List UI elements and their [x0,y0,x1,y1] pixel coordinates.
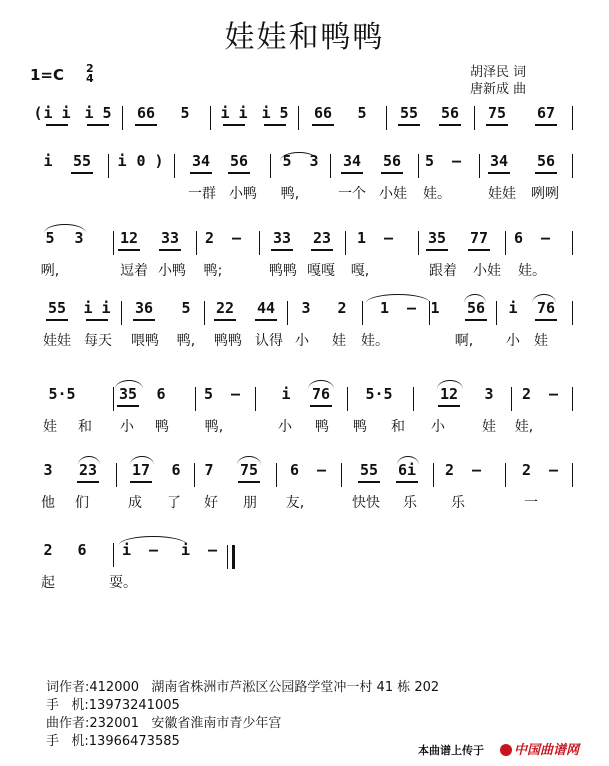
composer-label: 曲作者: [46,716,90,731]
beam-line [118,249,140,251]
lyric-syllable: 小 [120,419,134,435]
note-group: 2 [337,299,347,317]
lyric-syllable: 鸭; [203,263,223,279]
tie-arc [78,456,100,465]
lyric-syllable: 他 [41,495,55,511]
beam-line [310,405,332,407]
lyric-syllable: 小 [431,419,445,435]
beam-line [228,172,250,174]
note-group: 22 [215,299,235,317]
beam-line [426,249,448,251]
lyric-syllable: 一 [524,495,538,511]
lyric-syllable: 乐 [451,495,465,511]
beam-line [214,319,236,321]
note-group: 6 — [513,229,551,247]
bar-line [276,463,277,487]
note-group: i [281,385,291,403]
beam-line [486,124,508,126]
final-barline [232,545,235,569]
note-group: i — [180,541,218,559]
beam-line [133,319,155,321]
bar-line [386,106,387,130]
note-group: i i [83,299,111,317]
bar-line [113,231,114,255]
note-group: 66 [136,104,156,122]
composer-credit: 唐新成 曲 [470,82,527,97]
beam-line [135,124,157,126]
lyric-syllable: 快快 [352,495,380,511]
beam-line [264,124,286,126]
note-group: 5·5 [48,385,76,403]
tie-arc [532,294,556,303]
beam-line [381,172,403,174]
note-group: 34 [489,152,509,170]
note-group: 23 [78,461,98,479]
bar-line [362,301,363,325]
logo-icon [500,744,512,756]
note-group: 5 — [424,152,462,170]
bar-line [572,106,573,130]
beam-line [159,249,181,251]
beam-line [439,124,461,126]
bar-line [113,387,114,411]
note-group: 56 [536,152,556,170]
lyric-syllable: 每天 [84,333,112,349]
note-group: 33 [160,229,180,247]
bar-line [505,231,506,255]
note-group: 66 [313,104,333,122]
tie-arc [464,294,486,303]
bar-line [210,106,211,130]
bar-line [196,231,197,255]
beam-line [341,172,363,174]
lyric-syllable: 小 [506,333,520,349]
beam-line [535,124,557,126]
note-group: 5 [282,152,292,170]
note-group: 23 [312,229,332,247]
lyric-syllable: 跟着 [429,263,457,279]
note-group: i — [121,541,159,559]
note-group: 5 [45,229,55,247]
note-group: 5 [180,104,190,122]
composer-contact [46,715,439,733]
lyric-syllable: 娃, [514,419,534,435]
bar-line [204,301,205,325]
note-group: 55 [359,461,379,479]
note-group: 5 [181,299,191,317]
note-group: 77 [469,229,489,247]
bar-line [433,463,434,487]
note-group: 2 — [521,385,559,403]
song-title: 娃娃和鸭鸭 [224,20,385,55]
beam-line [87,124,109,126]
lyric-syllable: 和 [391,419,405,435]
note-group: 1 [430,299,440,317]
note-group: 6 [77,541,87,559]
note-group: 56 [229,152,249,170]
tie-arc [237,456,261,465]
key-signature: 1=C [30,66,65,84]
beam-line [71,172,93,174]
site-logo[interactable] [500,739,579,758]
bar-line [572,387,573,411]
lyricist-phone-row [46,697,439,715]
note-group: 6 [171,461,181,479]
composer-phone-row [46,733,439,751]
lyric-syllable: 耍。 [109,575,137,591]
note-group: 34 [191,152,211,170]
bar-line [255,387,256,411]
note-group: 76 [536,299,556,317]
lyric-syllable: 咧, [40,263,60,279]
note-group: 75 [487,104,507,122]
beam-line [468,249,490,251]
meter-top: 2 [86,62,94,75]
composer-phone: 13966473585 [88,734,180,749]
footer-contacts [46,679,439,751]
lyric-syllable: 鸭, [204,419,224,435]
note-group: 2 — [521,461,559,479]
bar-line [572,231,573,255]
bar-line [418,231,419,255]
bar-line [418,154,419,178]
lyricist-credit: 胡泽民 词 [470,65,527,80]
lyric-syllable: 娃娃 [43,333,71,349]
bar-line [572,463,573,487]
note-group: 1 — [356,229,394,247]
beam-line [86,319,108,321]
tie-arc [366,294,430,303]
beam-line [117,405,139,407]
bar-line [474,106,475,130]
note-group: 67 [536,104,556,122]
lyric-syllable: 鸭鸭 [214,333,242,349]
lyric-syllable: 娃娃 [488,186,516,202]
note-group: 3 [43,461,53,479]
lyric-syllable: 一个 [338,186,366,202]
note-group: 3 [301,299,311,317]
beam-line [238,481,260,483]
note-group: 56 [466,299,486,317]
note-group: 2 — [204,229,242,247]
beam-line [130,481,152,483]
note-group: 56 [440,104,460,122]
credits [470,64,526,98]
bar-line [479,154,480,178]
lyric-syllable: 好 [204,495,218,511]
note-group: 6i [397,461,417,479]
bar-line [505,463,506,487]
note-group: 55 [47,299,67,317]
lyric-syllable: 鸭鸭 [269,263,297,279]
beam-line [535,172,557,174]
lyric-syllable: 娃 [482,419,496,435]
tie-arc [130,456,154,465]
bar-line [259,231,260,255]
lyric-syllable: 认得 [255,333,283,349]
lyric-syllable: 娃 [43,419,57,435]
lyricist-phone: 13973241005 [88,698,180,713]
note-group: 75 [239,461,259,479]
note-group: i 5 [261,104,289,122]
note-group: 17 [131,461,151,479]
lyric-syllable: 乐 [403,495,417,511]
lyric-syllable: 小娃 [379,186,407,202]
note-group: 5·5 [365,385,393,403]
note-group: 5 [357,104,367,122]
note-group: ( [33,104,43,122]
beam-line [223,124,245,126]
note-group: 0 ) [136,152,164,170]
bar-line [572,301,573,325]
lyric-syllable: 鸭, [280,186,300,202]
bar-line [496,301,497,325]
beam-line [398,124,420,126]
meter-bottom: 4 [86,72,94,85]
note-group: 76 [311,385,331,403]
note-group: 2 — [444,461,482,479]
bar-line [270,154,271,178]
note-group: 3 [74,229,84,247]
lyric-syllable: 喂鸭 [131,333,159,349]
beam-line [312,124,334,126]
tie-arc [397,456,419,465]
note-group: 56 [382,152,402,170]
phone-label: 手 机: [46,698,89,713]
bar-line [194,463,195,487]
site-logo-text: 中国曲谱网 [514,743,580,758]
note-group: 6 — [289,461,327,479]
lyric-syllable: 朋 [243,495,257,511]
bar-line [108,154,109,178]
lyric-syllable: 娃 [534,333,548,349]
bar-line [116,463,117,487]
beam-line [311,249,333,251]
bar-line [429,301,430,325]
note-group: 36 [134,299,154,317]
lyric-syllable: 小娃 [473,263,501,279]
time-signature [86,64,94,84]
lyric-syllable: 了 [167,495,181,511]
tie-arc [437,380,463,389]
bar-line [330,154,331,178]
note-group: 55 [399,104,419,122]
note-group: i i [43,104,71,122]
upload-note: 本曲谱上传于 [418,744,484,757]
lyric-syllable: 逗着 [120,263,148,279]
bar-line [347,387,348,411]
lyric-syllable: 们 [75,495,89,511]
note-group: i [508,299,518,317]
note-group: i [117,152,127,170]
bar-line [174,154,175,178]
lyric-syllable: 咧咧 [531,186,559,202]
note-group: i i [220,104,248,122]
note-group: 33 [272,229,292,247]
lyric-syllable: 一群 [188,186,216,202]
tie-arc [119,536,187,545]
bar-line [113,543,114,567]
beam-line [46,124,68,126]
bar-line [121,301,122,325]
lyricist-contact [46,679,439,697]
lyric-syllable: 嘎, [350,263,370,279]
bar-line [413,387,414,411]
note-group: 6 [156,385,166,403]
lyric-syllable: 娃 [332,333,346,349]
lyric-syllable: 成 [128,495,142,511]
beam-line [46,319,68,321]
lyric-syllable: 鸭 [155,419,169,435]
tie-arc [115,380,143,389]
beam-line [396,481,418,483]
beam-line [535,319,557,321]
note-group: 12 [439,385,459,403]
composer-address: 232001 安徽省淮南市青少年宫 [89,716,282,731]
bar-line [122,106,123,130]
lyric-syllable: 小 [295,333,309,349]
bar-line [511,387,512,411]
lyric-syllable: 嘎嘎 [307,263,335,279]
bar-line [298,106,299,130]
lyric-syllable: 娃。 [518,263,546,279]
bar-line [572,154,573,178]
beam-line [255,319,277,321]
lyric-syllable: 和 [78,419,92,435]
beam-line [488,172,510,174]
lyric-syllable: 起 [41,575,55,591]
beam-line [77,481,99,483]
lyric-syllable: 娃。 [423,186,451,202]
note-group: 44 [256,299,276,317]
lyric-syllable: 小 [278,419,292,435]
lyric-syllable: 啊, [454,333,474,349]
bar-line [345,231,346,255]
lyricist-address: 412000 湖南省株洲市芦淞区公园路学堂冲一村 41 栋 202 [89,680,440,695]
note-group: 34 [342,152,362,170]
lyricist-label: 词作者: [46,680,90,695]
bar-line [341,463,342,487]
note-group: 12 [119,229,139,247]
note-group: 3 [484,385,494,403]
note-group: 35 [427,229,447,247]
bar-line [195,387,196,411]
lyric-syllable: 娃。 [361,333,389,349]
bar-line [287,301,288,325]
final-barline [227,545,228,569]
beam-line [190,172,212,174]
note-group: i [43,152,53,170]
lyric-syllable: 友, [285,495,305,511]
beam-line [438,405,460,407]
note-group: 5 — [203,385,241,403]
note-group: 1 — [379,299,417,317]
beam-line [358,481,380,483]
note-group: 3 [309,152,319,170]
tie-arc [44,224,86,233]
beam-line [271,249,293,251]
beam-line [465,319,487,321]
lyric-syllable: 鸭, [176,333,196,349]
note-group: 35 [118,385,138,403]
note-group: 7 [204,461,214,479]
note-group: 2 [43,541,53,559]
phone-label: 手 机: [46,734,89,749]
note-group: 55 [72,152,92,170]
lyric-syllable: 鸭 [353,419,367,435]
note-group: i 5 [84,104,112,122]
lyric-syllable: 鸭 [315,419,329,435]
lyric-syllable: 小鸭 [158,263,186,279]
tie-arc [308,380,334,389]
lyric-syllable: 小鸭 [229,186,257,202]
